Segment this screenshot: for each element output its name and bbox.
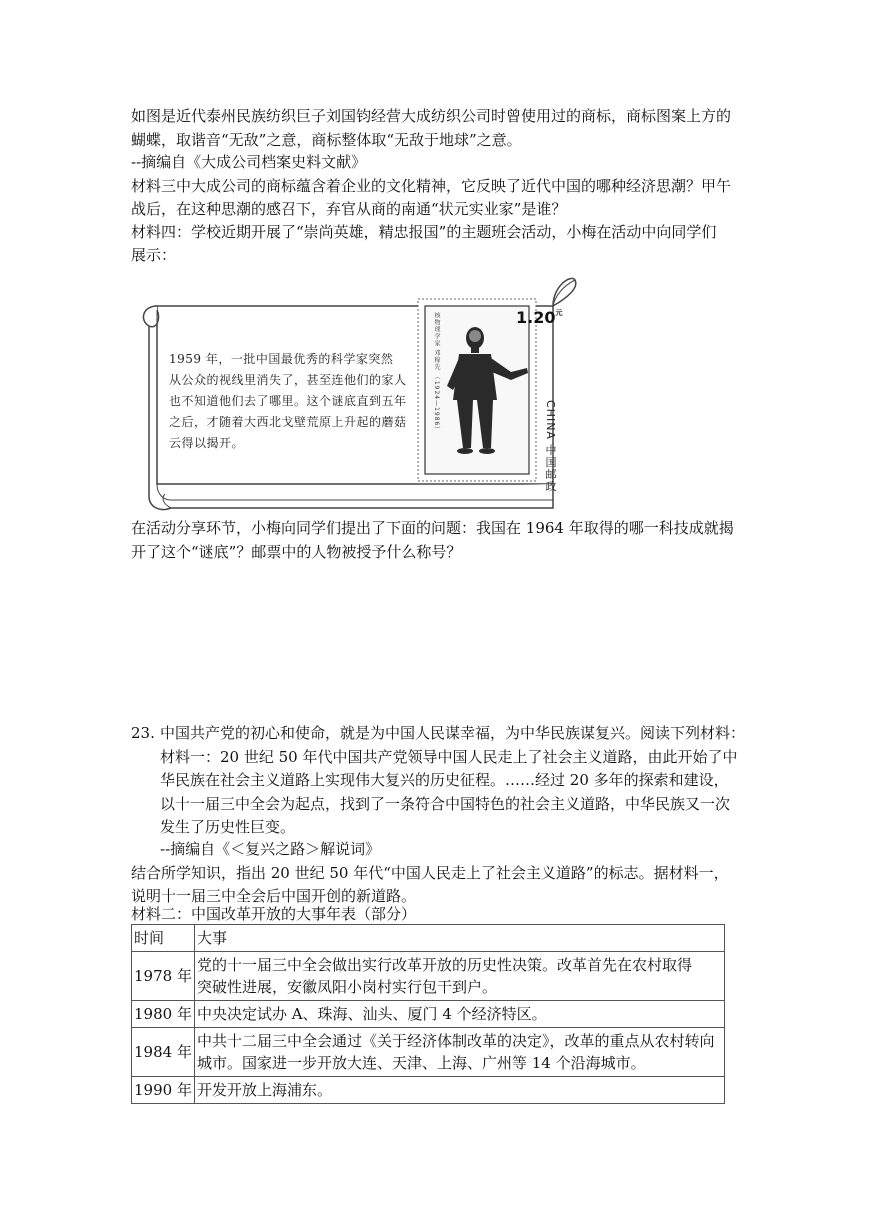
event-line: 突破性进展，安徽凤阳小岗村实行包干到户。: [196, 978, 497, 996]
material3-question-line-2: 战后，在这种思潮的感召下，弃官从商的南通“状元实业家”是谁？: [131, 200, 567, 218]
table-event-cell: [194, 1077, 724, 1104]
table-row: [132, 1077, 725, 1104]
figure-text-line: 云得以揭开。: [169, 436, 245, 450]
question-ask-line-2: 说明十一届三中全会后中国开创的新道路。: [131, 887, 417, 905]
scroll-figure: [135, 268, 580, 513]
material1-line: 以十一届三中全会为起点，找到了一条符合中国特色的社会主义道路，中华民族又一次: [160, 795, 731, 813]
figure-caption-text: [169, 349, 407, 454]
event-line: 开发开放上海浦东。: [196, 1081, 332, 1099]
material3-text-line-1: 如图是近代泰州民族纺织巨子刘国钧经营大成纺织公司时曾使用过的商标，商标图案上方的: [131, 107, 732, 125]
table-row: [132, 952, 725, 1001]
event-line: 中央决定试办 A、珠海、汕头、厦门 4 个经济特区。: [196, 1005, 547, 1023]
figure-text-line: 从公众的视线里消失了，甚至连他们的家人: [169, 373, 407, 387]
event-line: 党的十一届三中全会做出实行改革开放的历史性决策。改革首先在农村取得: [196, 956, 692, 974]
material1-source: --摘编自《＜复兴之路＞解说词》: [160, 840, 381, 858]
table-header-row: [132, 925, 725, 952]
stamp-china-post: CHINA 中国邮政: [544, 400, 557, 493]
table-event-cell: [194, 1028, 724, 1077]
material3-text-line-2: 蝴蝶，取谐音“无敌”之意，商标整体取“无敌于地球”之意。: [131, 131, 522, 149]
material2-title: 材料二：中国改革开放的大事年表（部分）: [131, 905, 417, 923]
stamp-denomination: [516, 308, 562, 327]
question-intro: 中国共产党的初心和使命，就是为中国人民谋幸福，为中华民族谋复兴。阅读下列材料：: [160, 724, 746, 742]
activity-question-line-1: 在活动分享环节，小梅向同学们提出了下面的问题：我国在 1964 年取得的哪一科技成就揭: [131, 519, 734, 537]
table-header-cell: 大事: [194, 925, 724, 952]
table-row: [132, 1001, 725, 1028]
figure-text-line: 之后，才随着大西北戈壁荒原上升起的蘑菇: [169, 415, 407, 429]
reform-timeline-table: [131, 924, 725, 1104]
table-row: [132, 1028, 725, 1077]
material3-question-line-1: 材料三中大成公司的商标蕴含着企业的文化精神，它反映了近代中国的哪种经济思潮？甲午: [131, 177, 732, 195]
table-event-cell: [194, 952, 724, 1001]
stamp-caption: 核物理学家 邓稼先 （1924—1986）: [433, 312, 440, 434]
material1-line: 材料一：20 世纪 50 年代中国共产党领导中国人民走上了社会主义道路，由此开始了中: [160, 748, 738, 766]
activity-question-line-2: 开了这个“谜底”？邮票中的人物被授予什么称号？: [131, 543, 462, 561]
material1-line: 华民族在社会主义道路上实现伟大复兴的历史征程。……经过 20 多年的探索和建设，: [160, 771, 729, 789]
stamp-value: 1.20: [516, 308, 556, 327]
material1-line: 发生了历史性巨变。: [160, 818, 296, 836]
table-year-cell: 1978 年: [132, 952, 195, 1001]
question-number: 23.: [131, 724, 155, 742]
material3-source: --摘编自《大成公司档案史料文献》: [131, 153, 367, 171]
material4-intro-line-1: 材料四：学校近期开展了“崇尚英雄，精忠报国”的主题班会活动，小梅在活动中向同学们: [131, 223, 717, 241]
table-year-cell: 1990 年: [132, 1077, 195, 1104]
stamp-unit: 元: [555, 309, 563, 317]
figure-text-line: 1959 年，一批中国最优秀的科学家突然: [169, 352, 394, 366]
material4-intro-line-2: 展示：: [131, 246, 177, 264]
table-event-cell: [194, 1001, 724, 1028]
event-line: 中共十二届三中全会通过《关于经济体制改革的决定》，改革的重点从农村转向: [196, 1032, 715, 1050]
table-year-cell: 1980 年: [132, 1001, 195, 1028]
figure-text-line: 也不知道他们去了哪里。这个谜底直到五年: [169, 394, 407, 408]
table-header-cell: 时间: [132, 925, 195, 952]
question-ask-line-1: 结合所学知识，指出 20 世纪 50 年代“中国人民走上了社会主义道路”的标志。据材料一，: [131, 864, 729, 882]
table-year-cell: 1984 年: [132, 1028, 195, 1077]
event-line: 城市。国家进一步开放大连、天津、上海、广州等 14 个沿海城市。: [196, 1054, 646, 1072]
